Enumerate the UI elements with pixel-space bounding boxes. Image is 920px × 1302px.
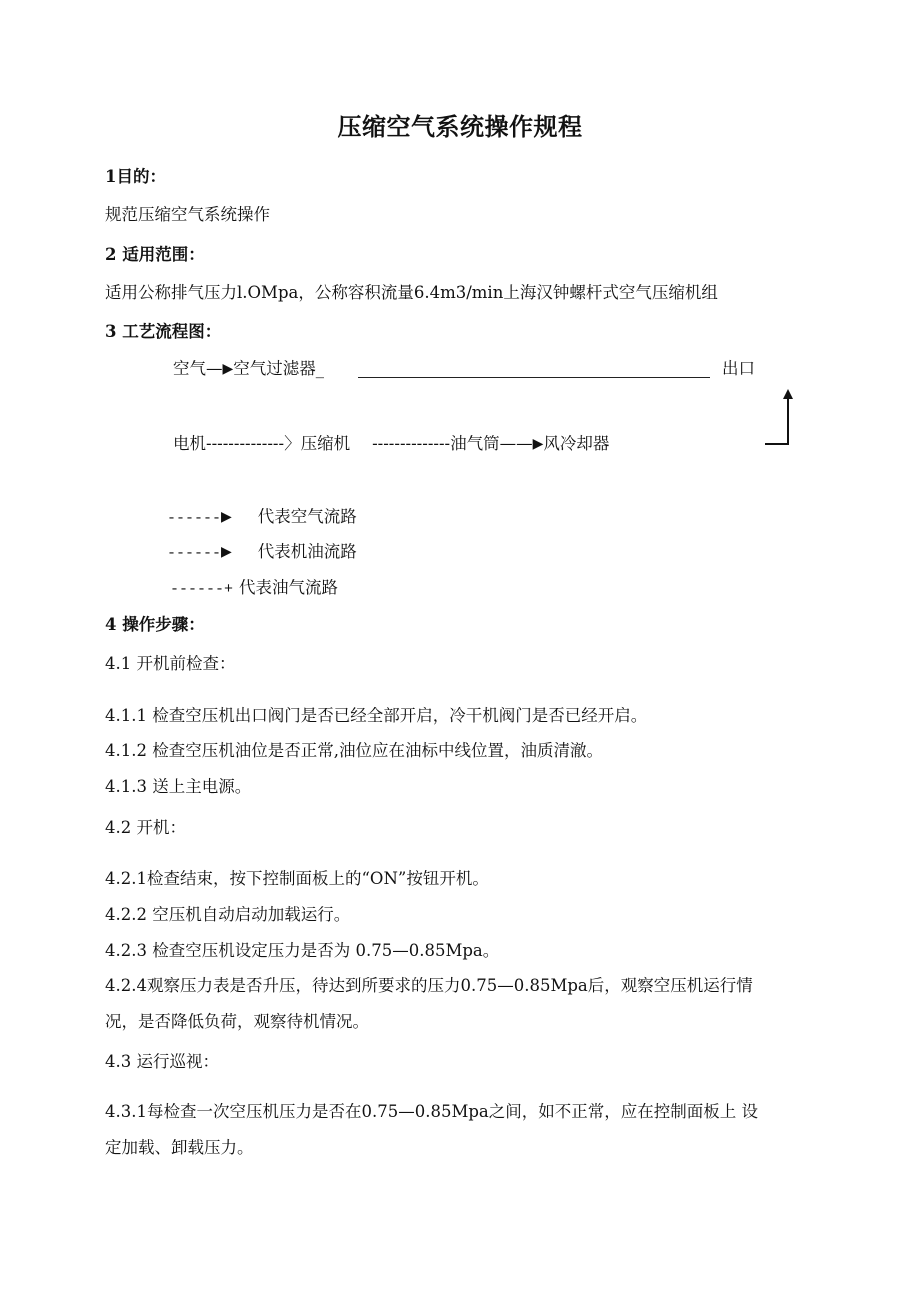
step-4-2-2: 4.2.2 空压机自动启动加载运行。 — [105, 905, 351, 924]
flow-outlet-label: 出口 — [722, 359, 755, 378]
section-1-body: 规范压缩空气系统操作 — [105, 205, 270, 224]
legend-label: 代表机油流路 — [257, 542, 357, 561]
legend-item-air — [167, 506, 357, 530]
triangle-arrow-icon: ▶ — [532, 436, 544, 452]
legend-label: 代表油气流路 — [239, 578, 339, 597]
legend-dash-symbol: ------ — [167, 545, 222, 562]
flow-filter-label: 空气过滤器_ — [233, 359, 325, 378]
flow-air-label: 空气— — [173, 359, 223, 378]
step-4-1-1: 4.1.1 检查空压机出口阀门是否已经全部开启，冷干机阀门是否已经开启。 — [105, 706, 648, 725]
triangle-arrow-icon: ▶ — [222, 361, 234, 377]
flow-row-2 — [173, 433, 609, 455]
step-4-2-4-continued: 况，是否降低负荷，观察待机情况。 — [105, 1012, 369, 1031]
section-4-heading: 4 操作步骤： — [105, 615, 205, 634]
return-arrow-vertical — [787, 398, 789, 445]
open-arrow-icon: 〉 — [284, 434, 301, 453]
section-4-3-heading: 4.3 运行巡视： — [105, 1052, 219, 1071]
step-4-1-2: 4.1.2 检查空压机油位是否正常,油位应在油标中线位置，油质清澈。 — [105, 741, 603, 760]
return-arrow-horizontal — [765, 443, 789, 445]
legend-label: 代表空气流路 — [257, 507, 357, 526]
flow-row-1 — [173, 358, 324, 380]
step-4-3-1-continued: 定加载、卸载压力。 — [105, 1138, 254, 1157]
flow-connector-line — [358, 377, 710, 378]
step-4-2-1: 4.2.1检查结束，按下控制面板上的“ON”按钮开机。 — [105, 869, 489, 888]
legend-item-oil — [167, 541, 357, 565]
flow-oil-drum-label: 油气筒—— — [450, 434, 533, 453]
triangle-arrow-icon: ▶ — [221, 544, 232, 560]
flow-cooler-label: 风冷却器 — [543, 434, 610, 453]
arrow-up-icon — [783, 389, 793, 399]
flow-compressor-label: 压缩机 — [300, 434, 351, 453]
flow-motor-label: 电机-------------- — [173, 434, 285, 453]
step-4-3-1: 4.3.1每检查一次空压机压力是否在0.75—0.85Mpa之间，如不正常，应在控制面板上 设 — [105, 1102, 758, 1121]
section-4-2-heading: 4.2 开机： — [105, 818, 186, 837]
legend-item-oil-gas — [170, 577, 338, 601]
step-4-2-4: 4.2.4观察压力表是否升压，待达到所要求的压力0.75—0.85Mpa后，观察空压机运行情 — [105, 976, 753, 995]
section-2-heading: 2 适用范围： — [105, 245, 205, 264]
legend-dash-symbol: ------+ — [170, 581, 234, 598]
section-4-1-heading: 4.1 开机前检查： — [105, 654, 236, 673]
document-title: 压缩空气系统操作规程 — [337, 113, 583, 141]
legend-dash-symbol: ------ — [167, 510, 222, 527]
flow-dashes: -------------- — [372, 434, 451, 453]
triangle-arrow-icon: ▶ — [221, 509, 232, 525]
step-4-1-3: 4.1.3 送上主电源。 — [105, 777, 252, 796]
section-3-heading: 3 工艺流程图： — [105, 322, 222, 341]
section-1-heading: 1目的： — [105, 167, 166, 186]
section-2-body: 适用公称排气压力l.OMpa，公称容积流量6.4m3/min上海汉钟螺杆式空气压缩机组 — [105, 283, 718, 302]
step-4-2-3: 4.2.3 检查空压机设定压力是否为 0.75—0.85Mpa。 — [105, 941, 500, 960]
